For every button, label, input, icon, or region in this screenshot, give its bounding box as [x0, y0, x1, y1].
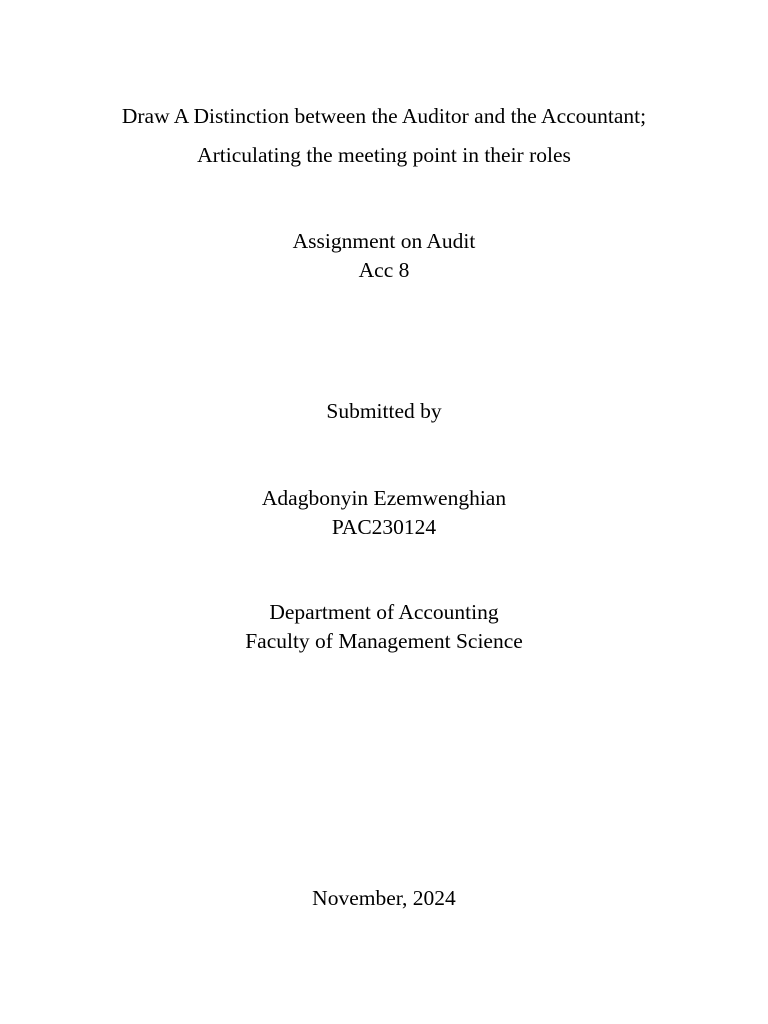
- course-code: Acc 8: [358, 258, 410, 282]
- submitted-by-label: Submitted by: [326, 399, 442, 423]
- assignment-name: Assignment on Audit: [292, 229, 476, 253]
- faculty: Faculty of Management Science: [245, 629, 523, 653]
- department: Department of Accounting: [269, 600, 499, 624]
- author-id: PAC230124: [331, 515, 437, 539]
- author-name: Adagbonyin Ezemwenghian: [261, 486, 507, 510]
- title-line-1: Draw A Distinction between the Auditor and the Accountant;: [121, 104, 647, 128]
- submission-date: November, 2024: [312, 886, 456, 910]
- title-line-2: Articulating the meeting point in their roles: [197, 143, 571, 167]
